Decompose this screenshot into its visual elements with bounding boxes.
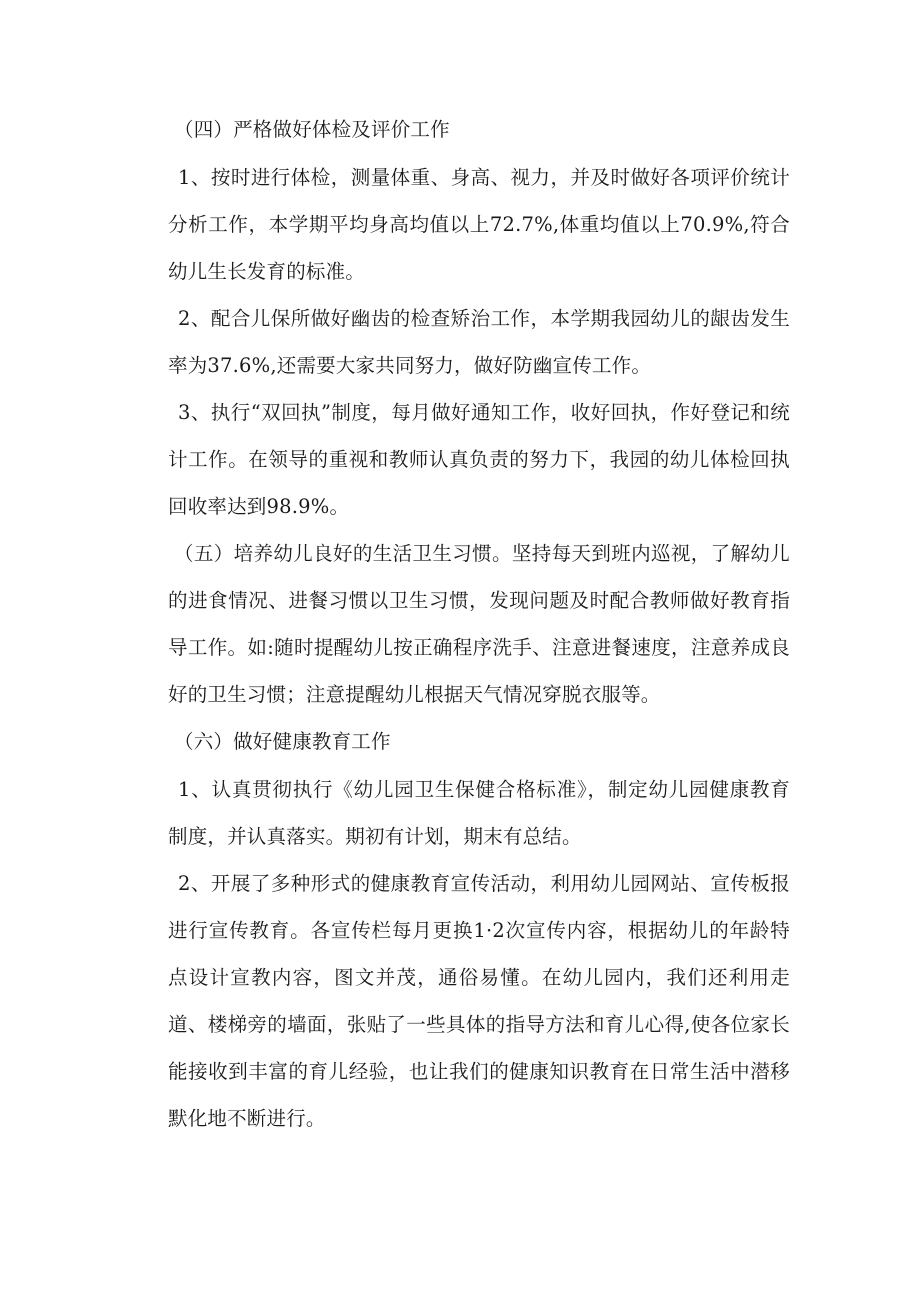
section-heading-5-paragraph: （五）培养幼儿良好的生活卫生习惯。坚持每天到班内巡视，了解幼儿的进食情况、进餐习惯以卫生习惯，发现问题及时配合教师做好教育指导工作。如:随时提醒幼儿按正确程序洗手、注意进餐速度，注意养成良好的卫生习惯；注意提醒幼儿根据天气情况穿脱衣服等。 xyxy=(168,542,790,706)
section-heading-6: （六）做好健康教育工作 xyxy=(174,730,391,753)
paragraph-4-1: 1、按时进行体检，测量体重、身高、视力，并及时做好各项评价统计分析工作，本学期平均身高均值以上72.7%,体重均值以上70.9%,符合幼儿生长发育的标准。 xyxy=(168,166,790,283)
section-heading-4: （四）严格做好体检及评价工作 xyxy=(174,118,450,141)
paragraph-4-3: 3、执行“双回执”制度，每月做好通知工作，收好回执，作好登记和统计工作。在领导的重视和教师认真负责的努力下，我园的幼儿体检回执回收率达到98.9%。 xyxy=(168,401,790,518)
paragraph-4-2: 2、配合儿保所做好幽齿的检查矫治工作，本学期我园幼儿的龈齿发生率为37.6%,还需要大家共同努力，做好防幽宣传工作。 xyxy=(168,307,790,377)
paragraph-6-1: 1、认真贯彻执行《幼儿园卫生保健合格标准》，制定幼儿园健康教育制度，并认真落实。期初有计划，期末有总结。 xyxy=(168,778,790,848)
paragraph-6-2: 2、开展了多种形式的健康教育宣传活动，利用幼儿园网站、宣传板报进行宣传教育。各宣传栏每月更换1·2次宣传内容，根据幼儿的年龄特点设计宣教内容，图文并茂，通俗易懂。在幼儿园内，我们还利用走道、楼梯旁的墙面，张贴了一些具体的指导方法和育儿心得,使各位家长能接收到丰富的育儿经验，也让我们的健康知识教育在日常生活中潜移默化地不断进行。 xyxy=(168,872,790,1130)
